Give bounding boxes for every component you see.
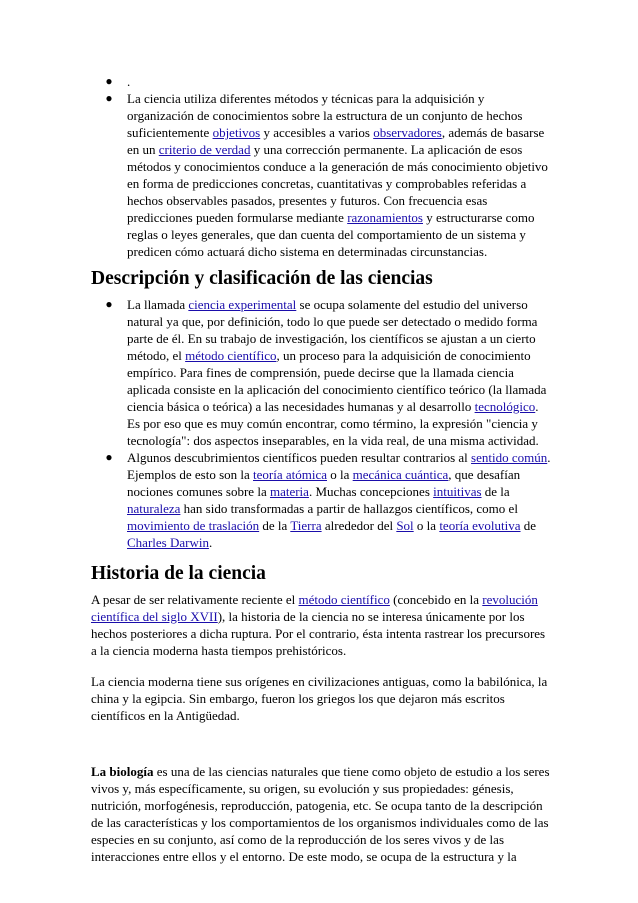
intro-list [91, 73, 551, 260]
biologia-bold-term: La biología [91, 764, 154, 779]
link-sol[interactable]: Sol [396, 518, 414, 533]
text-segment: . Es por eso que es muy común encontrar, como término, la expresión "ciencia y tecnología": dos aspectos inseparables, en la vida real, de una misma actividad. [127, 399, 539, 448]
text-segment: , además de basarse en un [127, 125, 545, 157]
text-segment: han sido transformadas a partir de hallazgos científicos, como el [180, 501, 518, 516]
link-revolucion-cientifica[interactable]: revolución científica del siglo XVII [91, 592, 538, 624]
section-heading-descripcion: Descripción y clasificación de las ciencias [91, 268, 433, 289]
text-segment: . [208, 535, 213, 550]
link-charles-darwin[interactable]: Charles Darwin [127, 535, 209, 550]
bullet-icon: ● [105, 74, 113, 88]
text-segment: . Ejemplos de esto son la [127, 450, 551, 482]
link-sentido-comun[interactable]: sentido común [471, 450, 548, 465]
text-segment: o la [327, 467, 353, 482]
link-razonamientos[interactable]: razonamientos [347, 210, 423, 225]
link-teoria-atomica[interactable]: teoría atómica [253, 467, 328, 482]
link-ciencia-experimental[interactable]: ciencia experimental [188, 297, 297, 312]
text-segment: , un proceso para la adquisición de conocimiento empírico. Para fines de comprensión, puede decirse que la llamada ciencia aplicada consiste en la aplicación del conocimiento científico teórico (la llamada ciencia básica o teórica) a las necesidades humanas y al desarrollo [127, 348, 547, 414]
text-segment: y accesibles a varios [260, 125, 374, 140]
text-segment: se ocupa solamente del estudio del universo natural ya que, por definición, todo lo que puede ser detectado o medido forma parte de él. En su trabajo de investigación, los científicos se ajustan a un cierto método, el [127, 297, 538, 363]
link-metodo-cientifico-historia[interactable]: método científico [298, 592, 390, 607]
link-mecanica-cuantica[interactable]: mecánica cuántica [352, 467, 449, 482]
list-item [105, 90, 551, 260]
text-segment: alrededor del [321, 518, 397, 533]
text-segment: ), la historia de la ciencia no se interesa únicamente por los hechos posteriores a dicha ruptura. Por el contrario, ésta intenta rastrear los precursores a la ciencia moderna hasta tiempos prehistóricos. [91, 609, 546, 658]
text-segment: y estructurarse como reglas o leyes generales, que dan cuenta del comportamiento de un sistema y predicen cómo actuará dicho sistema en determinadas circunstancias. [127, 210, 535, 259]
text-segment: y una corrección permanente. La aplicación de esos métodos y conocimientos conduce a la generación de más conocimiento objetivo en forma de predicciones concretas, cuantitativas y comprobables referidas a hechos observables pasados, presentes y futuros. Con frecuencia esas predicciones pueden formularse mediante [127, 142, 548, 225]
text-segment: o la [413, 518, 440, 533]
text-segment: A pesar de ser relativamente reciente el [91, 592, 299, 607]
text-segment: , que desafían nociones comunes sobre la [127, 467, 521, 499]
link-intuitivas[interactable]: intuitivas [433, 484, 482, 499]
link-movimiento-de-traslacion[interactable]: movimiento de traslación [127, 518, 260, 533]
historia-paragraph-2: La ciencia moderna tiene sus orígenes en civilizaciones antiguas, como la babilónica, la china y la egipcia. Sin embargo, fueron los griegos los que dejaron más escritos científicos en la Antigüedad. [91, 674, 548, 723]
bullet-icon: ● [105, 450, 113, 464]
link-tecnologico[interactable]: tecnológico [474, 399, 536, 414]
text-segment: . Muchas concepciones [308, 484, 434, 499]
section-spacer [91, 724, 551, 763]
text-segment: es una de las ciencias naturales que tiene como objeto de estudio a los seres vivos y, más específicamente, su origen, su evolución y sus propiedades: génesis, nutrición, morfogénesis, reproducción, patogenia, etc. Se ocupa tanto de la descripción de las características y los comportamientos de los organismos individuales como de las especies en su conjunto, así como de la reproducción de los seres vivos y de las interacciones entre ellos y el entorno. De este modo, se ocupa de la estructura y la [91, 764, 550, 864]
list-item [105, 449, 551, 551]
historia-paragraph-1 [91, 591, 551, 659]
bullet-icon: ● [105, 91, 113, 105]
link-objetivos[interactable]: objetivos [212, 125, 261, 140]
list-item-text: . [127, 74, 131, 89]
text-segment: de la [259, 518, 291, 533]
list-item [105, 296, 551, 449]
text-segment: de [520, 518, 537, 533]
descripcion-list [91, 296, 551, 551]
link-criterio-de-verdad[interactable]: criterio de verdad [158, 142, 251, 157]
text-segment: La llamada [127, 297, 189, 312]
link-naturaleza[interactable]: naturaleza [127, 501, 181, 516]
section-heading-historia: Historia de la ciencia [91, 563, 266, 584]
text-segment: Algunos descubrimientos científicos pueden resultar contrarios al [127, 450, 472, 465]
link-teoria-evolutiva[interactable]: teoría evolutiva [439, 518, 521, 533]
text-segment: La ciencia utiliza diferentes métodos y técnicas para la adquisición y organización de conocimientos sobre la estructura de un conjunto de hechos suficientemente [127, 91, 523, 140]
paragraph-spacer [91, 659, 551, 673]
link-metodo-cientifico[interactable]: método científico [185, 348, 277, 363]
link-tierra[interactable]: Tierra [290, 518, 322, 533]
link-materia[interactable]: materia [269, 484, 309, 499]
link-observadores[interactable]: observadores [373, 125, 442, 140]
biologia-paragraph [91, 763, 551, 865]
bullet-icon: ● [105, 297, 113, 311]
document-body [91, 73, 551, 865]
text-segment: (concebido en la [389, 592, 483, 607]
text-segment: de la [481, 484, 510, 499]
list-item [105, 73, 551, 90]
